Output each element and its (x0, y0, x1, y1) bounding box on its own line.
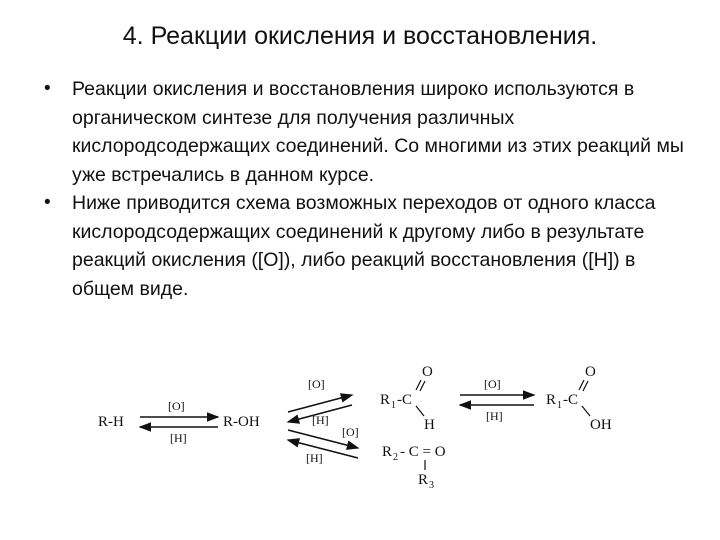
acid-c: -C (563, 392, 578, 408)
oxidation-label-2: [O] (308, 377, 325, 391)
bullet-text-2: Ниже приводится схема возможных переходов от одного класса кислородсодержащих соединений к другому либо в результате реакций окисления ([O]), либо реакций восстановления ([H]) в общем виде. (72, 192, 656, 300)
bullet-item-1 (44, 75, 694, 189)
acid-r: R (546, 392, 557, 408)
acid-oh: OH (590, 417, 612, 433)
acid-o: O (585, 364, 596, 380)
reduction-arrow-3 (288, 440, 358, 458)
ketone-r2: R (382, 444, 393, 460)
ketone-c-o: - C = O (400, 444, 446, 460)
oxidation-label-4: [O] (484, 377, 501, 391)
ketone-r2-sub: 2 (393, 452, 398, 463)
ketone-r3: R (418, 472, 429, 488)
oxidation-label-3: [O] (342, 425, 359, 439)
reduction-label-1: [H] (170, 431, 187, 445)
alcohol-label: R-OH (223, 414, 260, 430)
alkane-label: R-H (98, 414, 124, 430)
oxidation-label-1: [O] (168, 399, 185, 413)
acid-r-sub: 1 (557, 400, 562, 411)
aldehyde-r-sub: 1 (391, 400, 396, 411)
reduction-label-3: [H] (306, 451, 323, 465)
aldehyde-r: R (380, 392, 391, 408)
aldehyde-h: H (424, 417, 435, 433)
bullet-item-2 (44, 189, 694, 303)
ketone-structure (382, 444, 446, 491)
acid-structure (546, 364, 612, 433)
bullet-dot-icon: • (44, 78, 51, 99)
oxidation-arrow-2 (288, 395, 352, 412)
reduction-label-4: [H] (486, 409, 503, 423)
aldehyde-c: -C (397, 392, 412, 408)
aldehyde-structure (380, 364, 435, 433)
reduction-label-2: [H] (312, 413, 329, 427)
aldehyde-o: O (422, 364, 433, 380)
reaction-scheme (60, 360, 660, 510)
bullet-list (44, 75, 694, 303)
bullet-text-1: Реакции окисления и восстановления широко используются в органическом синтезе для получения различных кислородсодержащих соединений. Со многими из этих реакций мы уже встречались в данном курсе. (72, 78, 684, 186)
ketone-r3-sub: 3 (429, 480, 434, 491)
bullet-dot-icon: • (44, 192, 51, 213)
slide-title: 4. Реакции окисления и восстановления. (122, 22, 598, 50)
